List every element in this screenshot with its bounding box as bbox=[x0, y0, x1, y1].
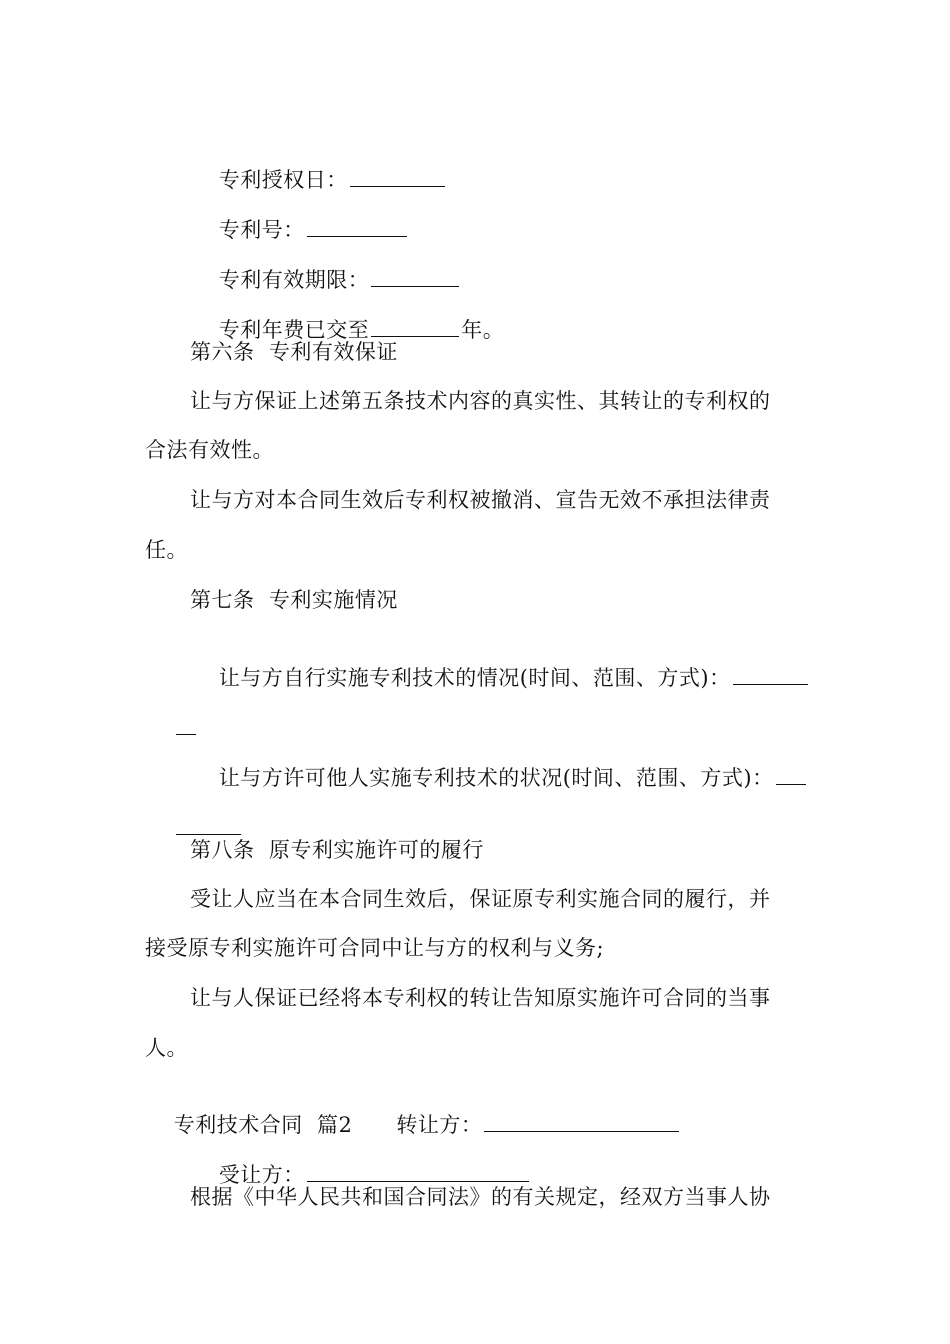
patent-grant-date-blank bbox=[350, 166, 445, 187]
patent-fee-blank bbox=[371, 316, 459, 337]
article-8-p2-line2: 人。 bbox=[145, 1036, 188, 1060]
article-7-p1-blank-b bbox=[176, 714, 196, 735]
article-7-p1-line1 bbox=[190, 636, 810, 720]
article-7-p2-line1 bbox=[190, 736, 808, 820]
article-6-p2-line1: 让与方对本合同生效后专利权被撤消、宣告无效不承担法律责 bbox=[190, 488, 771, 512]
article-8-p1-line1: 受让人应当在本合同生效后，保证原专利实施合同的履行，并 bbox=[190, 887, 771, 911]
patent-number-label: 专利号： bbox=[218, 218, 305, 242]
transferor-blank bbox=[484, 1111, 679, 1132]
article-7-p2-text: 让与方许可他人实施专利技术的状况(时间、范围、方式)： bbox=[218, 766, 774, 790]
patent-number-blank bbox=[307, 216, 407, 237]
article-8-p1-line2: 接受原专利实施许可合同中让与方的权利与义务; bbox=[145, 936, 605, 960]
contract-law-line: 根据《中华人民共和国合同法》的有关规定，经双方当事人协 bbox=[190, 1185, 771, 1209]
article-6-title: 第六条 专利有效保证 bbox=[190, 340, 398, 364]
article-8-p2-line1: 让与人保证已经将本专利权的转让告知原实施许可合同的当事 bbox=[190, 986, 771, 1010]
patent-grant-date-label: 专利授权日： bbox=[218, 168, 348, 192]
article-6-p1-line1: 让与方保证上述第五条技术内容的真实性、其转让的专利权的 bbox=[190, 389, 771, 413]
patent-validity-blank bbox=[371, 266, 459, 287]
article-6-p1-line2: 合法有效性。 bbox=[145, 438, 274, 462]
patent-fee-post: 年。 bbox=[461, 318, 505, 342]
part-2-heading: 专利技术合同 篇2 bbox=[173, 1113, 353, 1137]
article-8-title: 第八条 原专利实施许可的履行 bbox=[190, 838, 484, 862]
article-7-p1-blank-a bbox=[733, 664, 808, 685]
article-7-title: 第七条 专利实施情况 bbox=[190, 588, 398, 612]
transferor-label: 转让方： bbox=[396, 1113, 483, 1137]
article-7-p1-text: 让与方自行实施专利技术的情况(时间、范围、方式)： bbox=[218, 666, 731, 690]
article-6-p2-line2: 任。 bbox=[145, 538, 188, 562]
article-7-p2-blank-a bbox=[776, 764, 806, 785]
transferee-label: 受让方： bbox=[218, 1163, 305, 1187]
patent-validity-label: 专利有效期限： bbox=[218, 268, 370, 292]
patent-fee-pre: 专利年费已交至 bbox=[218, 318, 370, 342]
transferee-blank bbox=[307, 1161, 529, 1182]
article-7-p2-blank-b bbox=[176, 814, 241, 835]
